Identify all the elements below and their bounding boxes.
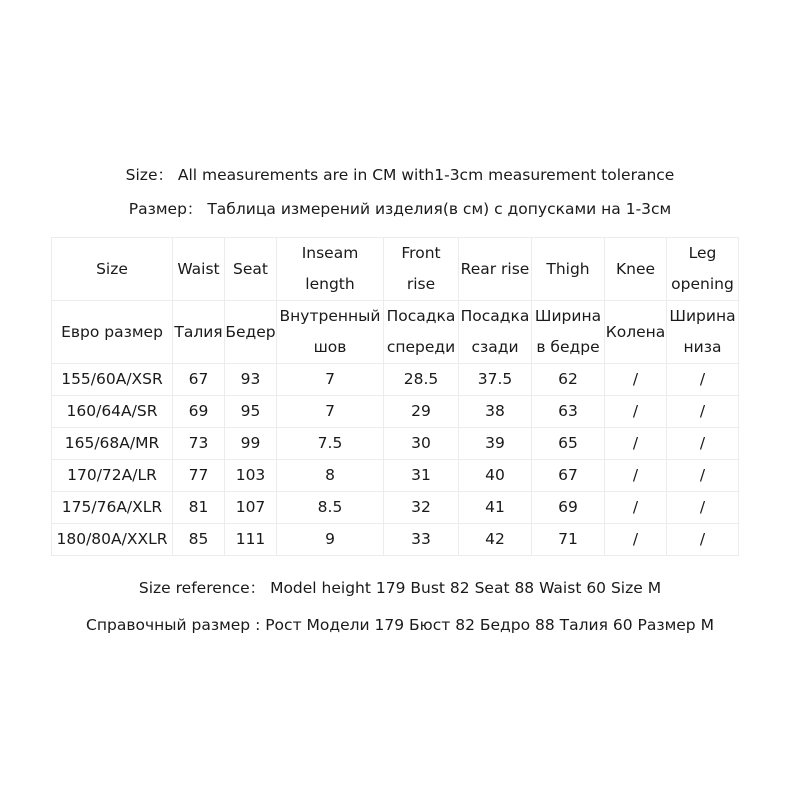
table-cell: 69 bbox=[532, 492, 605, 524]
table-cell: 37.5 bbox=[459, 364, 532, 396]
table-cell: 165/68A/MR bbox=[52, 428, 173, 460]
table-cell: / bbox=[667, 492, 739, 524]
table-cell: 38 bbox=[459, 396, 532, 428]
header-cell: Колена bbox=[605, 301, 667, 364]
header-cell: Внутренный шов bbox=[277, 301, 384, 364]
table-cell: 33 bbox=[384, 524, 459, 556]
title-russian: Размер： Таблица измерений изделия(в см) с допусками на 1-3см bbox=[128, 200, 672, 218]
table-cell: 29 bbox=[384, 396, 459, 428]
header-cell: Thigh bbox=[532, 238, 605, 301]
table-cell: 9 bbox=[277, 524, 384, 556]
table-cell: 7 bbox=[277, 396, 384, 428]
table-row bbox=[52, 396, 739, 428]
header-cell: Waist bbox=[173, 238, 225, 301]
table-cell: / bbox=[605, 396, 667, 428]
table-cell: 155/60A/XSR bbox=[52, 364, 173, 396]
size-reference-english: Size reference： Model height 179 Bust 82 Seat 88 Waist 60 Size M bbox=[138, 579, 662, 597]
size-reference-russian: Справочный размер : Рост Модели 179 Бюст 82 Бедро 88 Талия 60 Размер M bbox=[86, 616, 714, 634]
table-cell: 7.5 bbox=[277, 428, 384, 460]
table-cell: 77 bbox=[173, 460, 225, 492]
table-cell: 62 bbox=[532, 364, 605, 396]
table-cell: / bbox=[667, 524, 739, 556]
table-cell: 73 bbox=[173, 428, 225, 460]
table-cell: 160/64A/SR bbox=[52, 396, 173, 428]
table-cell: 107 bbox=[225, 492, 277, 524]
table-cell: 40 bbox=[459, 460, 532, 492]
header-cell: Ширина в бедре bbox=[532, 301, 605, 364]
header-cell: Ширина низа bbox=[667, 301, 739, 364]
header-cell: Seat bbox=[225, 238, 277, 301]
table-cell: / bbox=[667, 428, 739, 460]
table-cell: 81 bbox=[173, 492, 225, 524]
table-cell: 39 bbox=[459, 428, 532, 460]
table-row bbox=[52, 492, 739, 524]
table-cell: 41 bbox=[459, 492, 532, 524]
table-cell: 31 bbox=[384, 460, 459, 492]
table-cell: 67 bbox=[173, 364, 225, 396]
table-cell: 65 bbox=[532, 428, 605, 460]
table-cell: 180/80A/XXLR bbox=[52, 524, 173, 556]
header-cell: Посадка сзади bbox=[459, 301, 532, 364]
header-cell: Бедер bbox=[225, 301, 277, 364]
table-row bbox=[52, 428, 739, 460]
table-row bbox=[52, 364, 739, 396]
table-cell: 42 bbox=[459, 524, 532, 556]
table-cell: / bbox=[605, 364, 667, 396]
table-cell: / bbox=[667, 396, 739, 428]
table-cell: 103 bbox=[225, 460, 277, 492]
table-cell: 175/76A/XLR bbox=[52, 492, 173, 524]
table-cell: 111 bbox=[225, 524, 277, 556]
header-cell: Leg opening bbox=[667, 238, 739, 301]
table-cell: 99 bbox=[225, 428, 277, 460]
table-cell: / bbox=[667, 460, 739, 492]
table-cell: / bbox=[605, 492, 667, 524]
header-cell: Size bbox=[52, 238, 173, 301]
table-cell: 67 bbox=[532, 460, 605, 492]
table-cell: 69 bbox=[173, 396, 225, 428]
header-row-english bbox=[52, 238, 739, 301]
table-cell: / bbox=[667, 364, 739, 396]
table-cell: 71 bbox=[532, 524, 605, 556]
table-cell: 32 bbox=[384, 492, 459, 524]
table-row bbox=[52, 460, 739, 492]
table-cell: / bbox=[605, 460, 667, 492]
header-cell: Rear rise bbox=[459, 238, 532, 301]
table-cell: / bbox=[605, 428, 667, 460]
header-cell: Knee bbox=[605, 238, 667, 301]
header-cell: Посадка спереди bbox=[384, 301, 459, 364]
table-cell: / bbox=[605, 524, 667, 556]
table-cell: 170/72A/LR bbox=[52, 460, 173, 492]
table-cell: 8.5 bbox=[277, 492, 384, 524]
title-english: Size： All measurements are in CM with1-3cm measurement tolerance bbox=[125, 166, 675, 184]
table-cell: 85 bbox=[173, 524, 225, 556]
header-cell: Евро размер bbox=[52, 301, 173, 364]
header-cell: Front rise bbox=[384, 238, 459, 301]
table-cell: 93 bbox=[225, 364, 277, 396]
header-cell: Inseam length bbox=[277, 238, 384, 301]
table-cell: 7 bbox=[277, 364, 384, 396]
table-cell: 95 bbox=[225, 396, 277, 428]
table-cell: 63 bbox=[532, 396, 605, 428]
size-table bbox=[51, 237, 739, 556]
table-cell: 8 bbox=[277, 460, 384, 492]
header-cell: Талия bbox=[173, 301, 225, 364]
header-row-russian bbox=[52, 301, 739, 364]
table-cell: 28.5 bbox=[384, 364, 459, 396]
table-row bbox=[52, 524, 739, 556]
table-cell: 30 bbox=[384, 428, 459, 460]
